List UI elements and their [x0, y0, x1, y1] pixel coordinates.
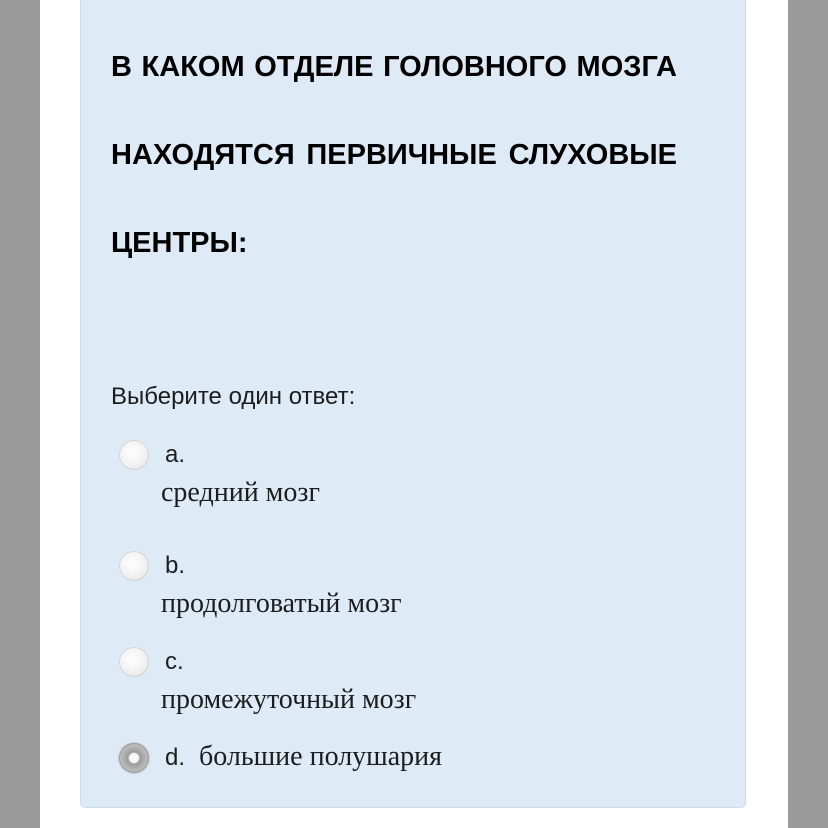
option-text: продолговатый мозг — [161, 588, 402, 619]
option-letter: a. — [165, 441, 186, 468]
radio-button-b[interactable] — [119, 551, 149, 581]
radio-button-a[interactable] — [119, 440, 149, 470]
option-text: промежуточный мозг — [161, 684, 417, 715]
option-text: средний мозг — [161, 477, 320, 508]
radio-button-c[interactable] — [119, 647, 149, 677]
option-letter: c. — [165, 648, 184, 675]
option-letter: b. — [165, 552, 186, 579]
radio-button-d-selected[interactable] — [119, 743, 149, 773]
question-text: В КАКОМ ОТДЕЛЕ ГОЛОВНОГО МОЗГА НАХОДЯТСЯ ПЕРВИЧНЫЕ СЛУХОВЫЕ ЦЕНТРЫ: — [111, 51, 677, 259]
option-text: большие полушария — [199, 741, 443, 772]
option-letter: d. — [165, 744, 186, 771]
question-card — [80, 0, 746, 808]
page-panel — [40, 0, 788, 828]
answer-prompt: Выберите один ответ: — [111, 383, 356, 410]
